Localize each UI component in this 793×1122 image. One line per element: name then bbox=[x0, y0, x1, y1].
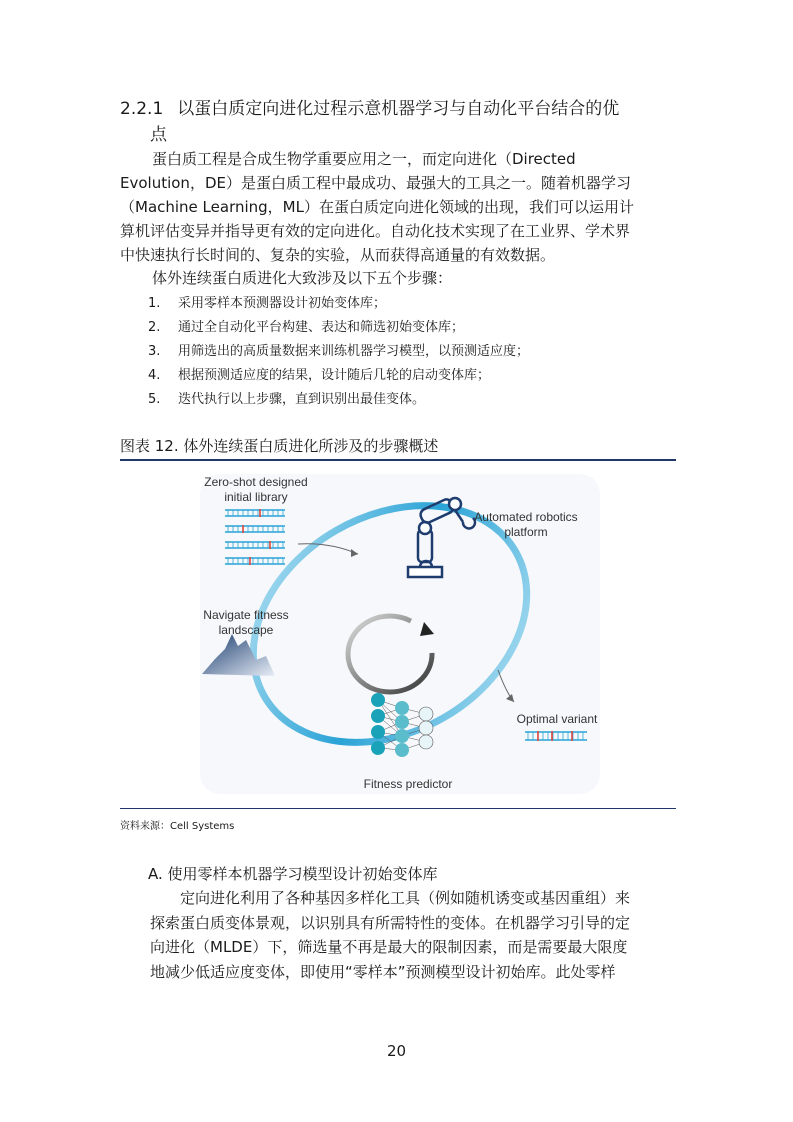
intro-line-3: （Machine Learning，ML）在蛋白质定向进化领域的出现，我们可以运用计 bbox=[120, 198, 634, 216]
zero-shot-label-1: Zero-shot designed bbox=[204, 475, 308, 489]
section-title-line2: 点 bbox=[150, 125, 167, 145]
subsection-line-4: 地减少低适应度变体，即使用“零样本”预测模型设计初始库。此处零样 bbox=[150, 962, 616, 981]
subsection-paragraph bbox=[150, 886, 664, 984]
figure-title: 图表 12. 体外连续蛋白质进化所涉及的步骤概述 bbox=[120, 435, 676, 461]
section-heading bbox=[120, 96, 676, 148]
page-number: 20 bbox=[386, 1042, 407, 1060]
navigate-label-2: landscape bbox=[218, 623, 274, 637]
subsection-heading: A. 使用零样本机器学习模型设计初始变体库 bbox=[148, 865, 438, 883]
robotics-label-2: platform bbox=[504, 525, 548, 539]
intro-line-2: Evolution，DE）是蛋白质工程中最成功、最强大的工具之一。随着机器学习 bbox=[120, 174, 631, 192]
section-title-line1: 以蛋白质定向进化过程示意机器学习与自动化平台结合的优 bbox=[177, 99, 620, 119]
figure-bottom-rule bbox=[120, 808, 676, 809]
zero-shot-label-2: initial library bbox=[224, 490, 288, 504]
list-item: 1. 采用零样本预测器设计初始变体库； bbox=[148, 296, 387, 311]
list-item: 3. 用筛选出的高质量数据来训练机器学习模型，以预测适应度； bbox=[148, 344, 530, 359]
intro-paragraph bbox=[120, 147, 676, 267]
robotics-label-1: Automated robotics bbox=[474, 510, 578, 524]
steps-list bbox=[148, 292, 668, 412]
steps-intro: 体外连续蛋白质进化大致涉及以下五个步骤： bbox=[152, 269, 453, 287]
list-item: 4. 根据预测适应度的结果，设计随后几轮的启动变体库； bbox=[148, 368, 491, 383]
list-item: 2. 通过全自动化平台构建、表达和筛选初始变体库； bbox=[148, 320, 465, 335]
subsection-line-2: 探索蛋白质变体景观，以识别具有所需特性的变体。在机器学习引导的定 bbox=[150, 913, 631, 932]
intro-line-1: 蛋白质工程是合成生物学重要应用之一，而定向进化（Directed bbox=[152, 150, 576, 168]
intro-line-4: 算机评估变异并指导更有效的定向进化。自动化技术实现了在工业界、学术界 bbox=[120, 222, 631, 240]
fitness-predictor-label: Fitness predictor bbox=[363, 777, 453, 791]
subsection-line-1: 定向进化利用了各种基因多样化工具（例如随机诱变或基因重组）来 bbox=[180, 889, 631, 907]
section-number: 2.2.1 bbox=[120, 99, 164, 119]
navigate-label-1: Navigate fitness bbox=[203, 608, 289, 622]
evolution-cycle-diagram bbox=[180, 464, 610, 804]
subsection-line-3: 向进化（MLDE）下，筛选量不再是最大的限制因素，而是需要最大限度 bbox=[150, 938, 628, 956]
list-item: 5. 迭代执行以上步骤，直到识别出最佳变体。 bbox=[148, 392, 426, 407]
figure-source: 资料来源：Cell Systems bbox=[120, 821, 235, 832]
optimal-variant-label: Optimal variant bbox=[516, 712, 598, 726]
intro-line-5: 中快速执行长时间的、复杂的实验，从而获得高通量的有效数据。 bbox=[120, 246, 556, 264]
